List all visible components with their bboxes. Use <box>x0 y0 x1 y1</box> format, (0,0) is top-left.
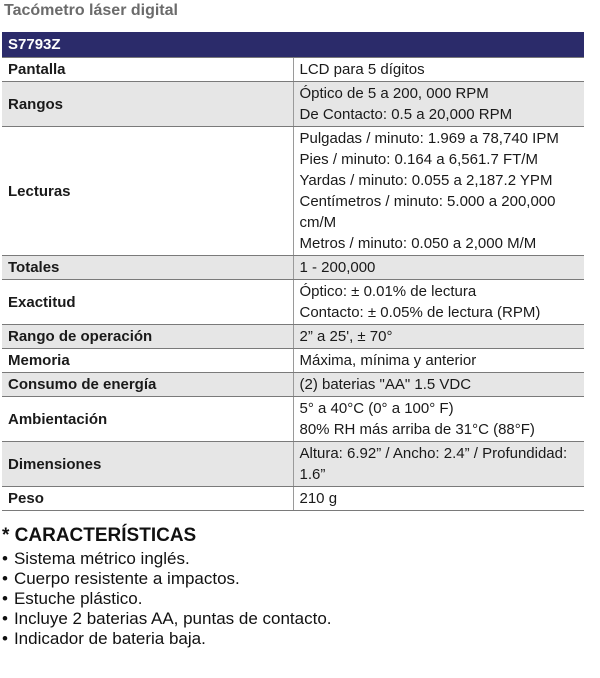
table-row <box>2 256 584 280</box>
row-label: Ambientación <box>2 397 293 442</box>
row-label: Consumo de energía <box>2 373 293 397</box>
feature-text: Sistema métrico inglés. <box>13 549 190 568</box>
bullet-icon: • <box>2 629 8 648</box>
feature-item <box>2 549 582 569</box>
value-line: Óptico de 5 a 200, 000 RPM <box>299 85 489 102</box>
row-value <box>293 127 584 256</box>
table-row <box>2 280 584 325</box>
features-title: * CARACTERÍSTICAS <box>2 525 197 546</box>
row-label: Peso <box>2 487 293 511</box>
table-row <box>2 442 584 487</box>
row-value <box>293 349 584 373</box>
value-line: De Contacto: 0.5 a 20,000 RPM <box>299 106 513 123</box>
row-label: Rangos <box>2 82 293 127</box>
row-label: Lecturas <box>2 127 293 256</box>
row-value <box>293 58 584 82</box>
page-title: Tacómetro láser digital <box>4 2 178 19</box>
bullet-icon: • <box>2 549 8 568</box>
row-value <box>293 82 584 127</box>
row-value <box>293 280 584 325</box>
row-value <box>293 373 584 397</box>
bullet-icon: • <box>2 569 8 588</box>
feature-item <box>2 609 582 629</box>
row-label: Pantalla <box>2 58 293 82</box>
value-line: LCD para 5 dígitos <box>299 61 425 78</box>
value-line: Altura: 6.92” / Ancho: 2.4” / Profundidad: 1.6” <box>299 445 568 483</box>
feature-item <box>2 629 582 649</box>
table-header-row <box>2 32 584 58</box>
table-row <box>2 127 584 256</box>
row-label: Exactitud <box>2 280 293 325</box>
value-line: Pulgadas / minuto: 1.969 a 78,740 IPM <box>299 130 559 147</box>
model-number: S7793Z <box>2 32 584 58</box>
value-line: 80% RH más arriba de 31°C (88°F) <box>299 421 535 438</box>
table-row <box>2 82 584 127</box>
value-line: Yardas / minuto: 0.055 a 2,187.2 YPM <box>299 172 553 189</box>
spec-table <box>2 32 584 511</box>
table-row <box>2 487 584 511</box>
value-line: Máxima, mínima y anterior <box>299 352 477 369</box>
row-value <box>293 256 584 280</box>
row-value <box>293 325 584 349</box>
bullet-icon: • <box>2 589 8 608</box>
value-line: Centímetros / minuto: 5.000 a 200,000 cm/M <box>299 193 556 231</box>
row-label: Rango de operación <box>2 325 293 349</box>
value-line: Pies / minuto: 0.164 a 6,561.7 FT/M <box>299 151 538 168</box>
row-value <box>293 487 584 511</box>
feature-text: Estuche plástico. <box>13 589 143 608</box>
row-value <box>293 397 584 442</box>
features-list <box>2 549 582 649</box>
value-line: 2” a 25', ± 70° <box>299 328 393 345</box>
bullet-icon: • <box>2 609 8 628</box>
value-line: 1 - 200,000 <box>299 259 376 276</box>
value-line: Contacto: ± 0.05% de lectura (RPM) <box>299 304 541 321</box>
table-row <box>2 373 584 397</box>
row-label: Dimensiones <box>2 442 293 487</box>
feature-text: Indicador de bateria baja. <box>13 629 206 648</box>
row-label: Memoria <box>2 349 293 373</box>
features-section <box>2 525 582 649</box>
row-value <box>293 442 584 487</box>
row-label: Totales <box>2 256 293 280</box>
feature-text: Cuerpo resistente a impactos. <box>13 569 240 588</box>
feature-item <box>2 589 582 609</box>
feature-text: Incluye 2 baterias AA, puntas de contacto. <box>13 609 332 628</box>
value-line: 5° a 40°C (0° a 100° F) <box>299 400 454 417</box>
table-row <box>2 397 584 442</box>
value-line: (2) baterias "AA" 1.5 VDC <box>299 376 472 393</box>
value-line: Metros / minuto: 0.050 a 2,000 M/M <box>299 235 537 252</box>
value-line: Óptico: ± 0.01% de lectura <box>299 283 477 300</box>
table-row <box>2 349 584 373</box>
table-row <box>2 58 584 82</box>
table-row <box>2 325 584 349</box>
feature-item <box>2 569 582 589</box>
value-line: 210 g <box>299 490 338 507</box>
